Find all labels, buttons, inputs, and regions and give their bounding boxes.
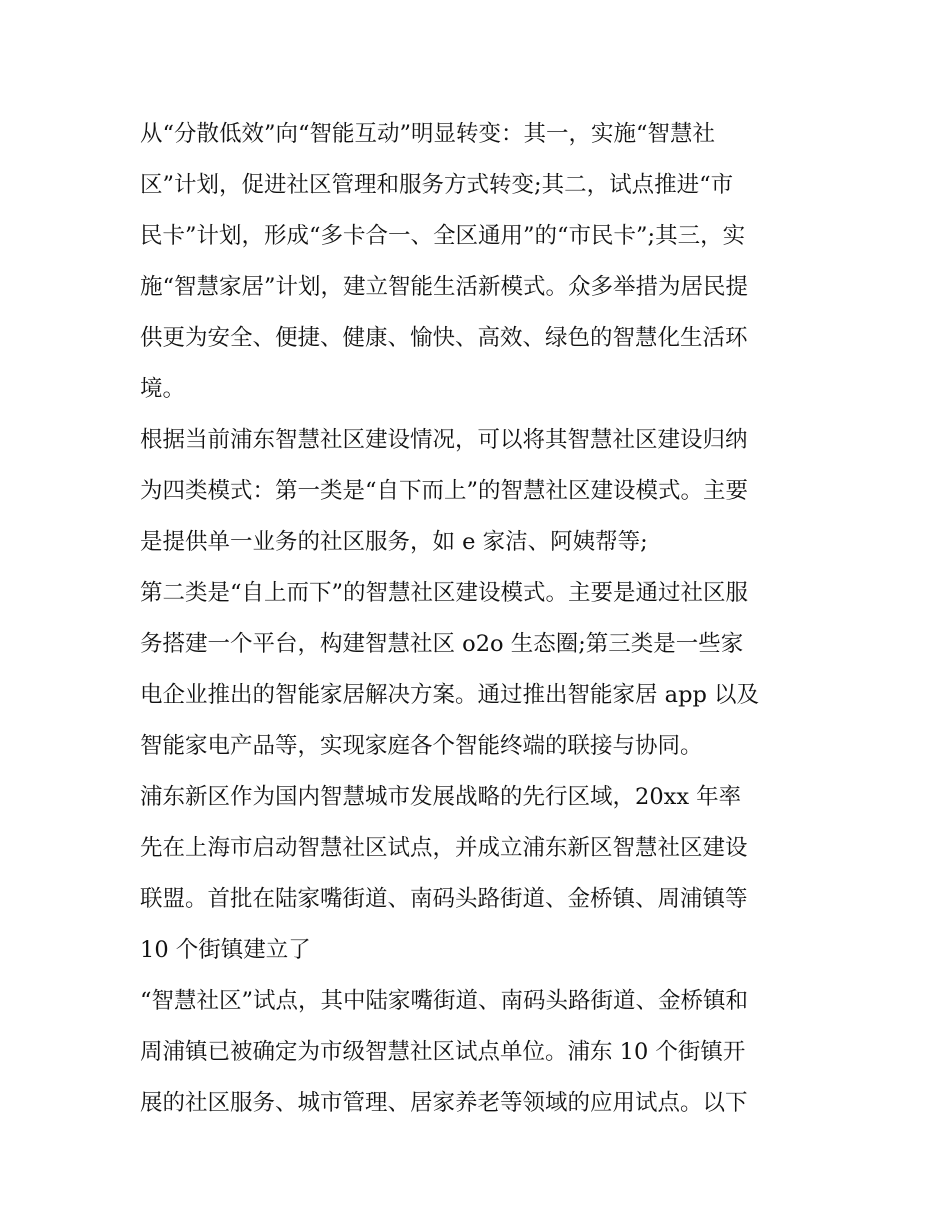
text-line: 智能家电产品等，实现家庭各个智能终端的联接与协同。 [140, 733, 703, 759]
text-line: 为四类模式：第一类是“自下而上”的智慧社区建设模式。主要 [140, 478, 749, 504]
text-line: 务搭建一个平台，构建智慧社区 o2o 生态圈;第三类是一些家 [140, 631, 744, 657]
text-line: 境。 [140, 376, 186, 402]
text-line: “智慧社区”试点，其中陆家嘴街道、南码头路街道、金桥镇和 [140, 988, 749, 1014]
body-text [140, 109, 830, 1129]
text-line: 周浦镇已被确定为市级智慧社区试点单位。浦东 10 个街镇开 [140, 1039, 746, 1065]
text-line: 区”计划，促进社区管理和服务方式转变;其二，试点推进“市 [140, 172, 734, 198]
text-line: 电企业推出的智能家居解决方案。通过推出智能家居 app 以及 [140, 682, 760, 708]
text-line: 民卡”计划，形成“多卡合一、全区通用”的“市民卡”;其三，实 [140, 223, 746, 249]
text-line: 展的社区服务、城市管理、居家养老等领域的应用试点。以下 [140, 1090, 748, 1116]
text-line: 浦东新区作为国内智慧城市发展战略的先行区域，20xx 年率 [140, 784, 742, 810]
text-line: 从“分散低效”向“智能互动”明显转变：其一，实施“智慧社 [140, 121, 716, 147]
text-line: 先在上海市启动智慧社区试点，并成立浦东新区智慧社区建设 [140, 835, 748, 861]
text-line: 是提供单一业务的社区服务，如 e 家洁、阿姨帮等; [140, 529, 648, 555]
text-line: 根据当前浦东智慧社区建设情况，可以将其智慧社区建设归纳 [140, 427, 748, 453]
text-line: 联盟。首批在陆家嘴街道、南码头路街道、金桥镇、周浦镇等 [140, 886, 748, 912]
text-line: 10 个街镇建立了 [140, 937, 311, 963]
text-line: 第二类是“自上而下”的智慧社区建设模式。主要是通过社区服 [140, 580, 749, 606]
text-line: 供更为安全、便捷、健康、愉快、高效、绿色的智慧化生活环 [140, 325, 748, 351]
text-line: 施“智慧家居”计划，建立智能生活新模式。众多举措为居民提 [140, 274, 749, 300]
